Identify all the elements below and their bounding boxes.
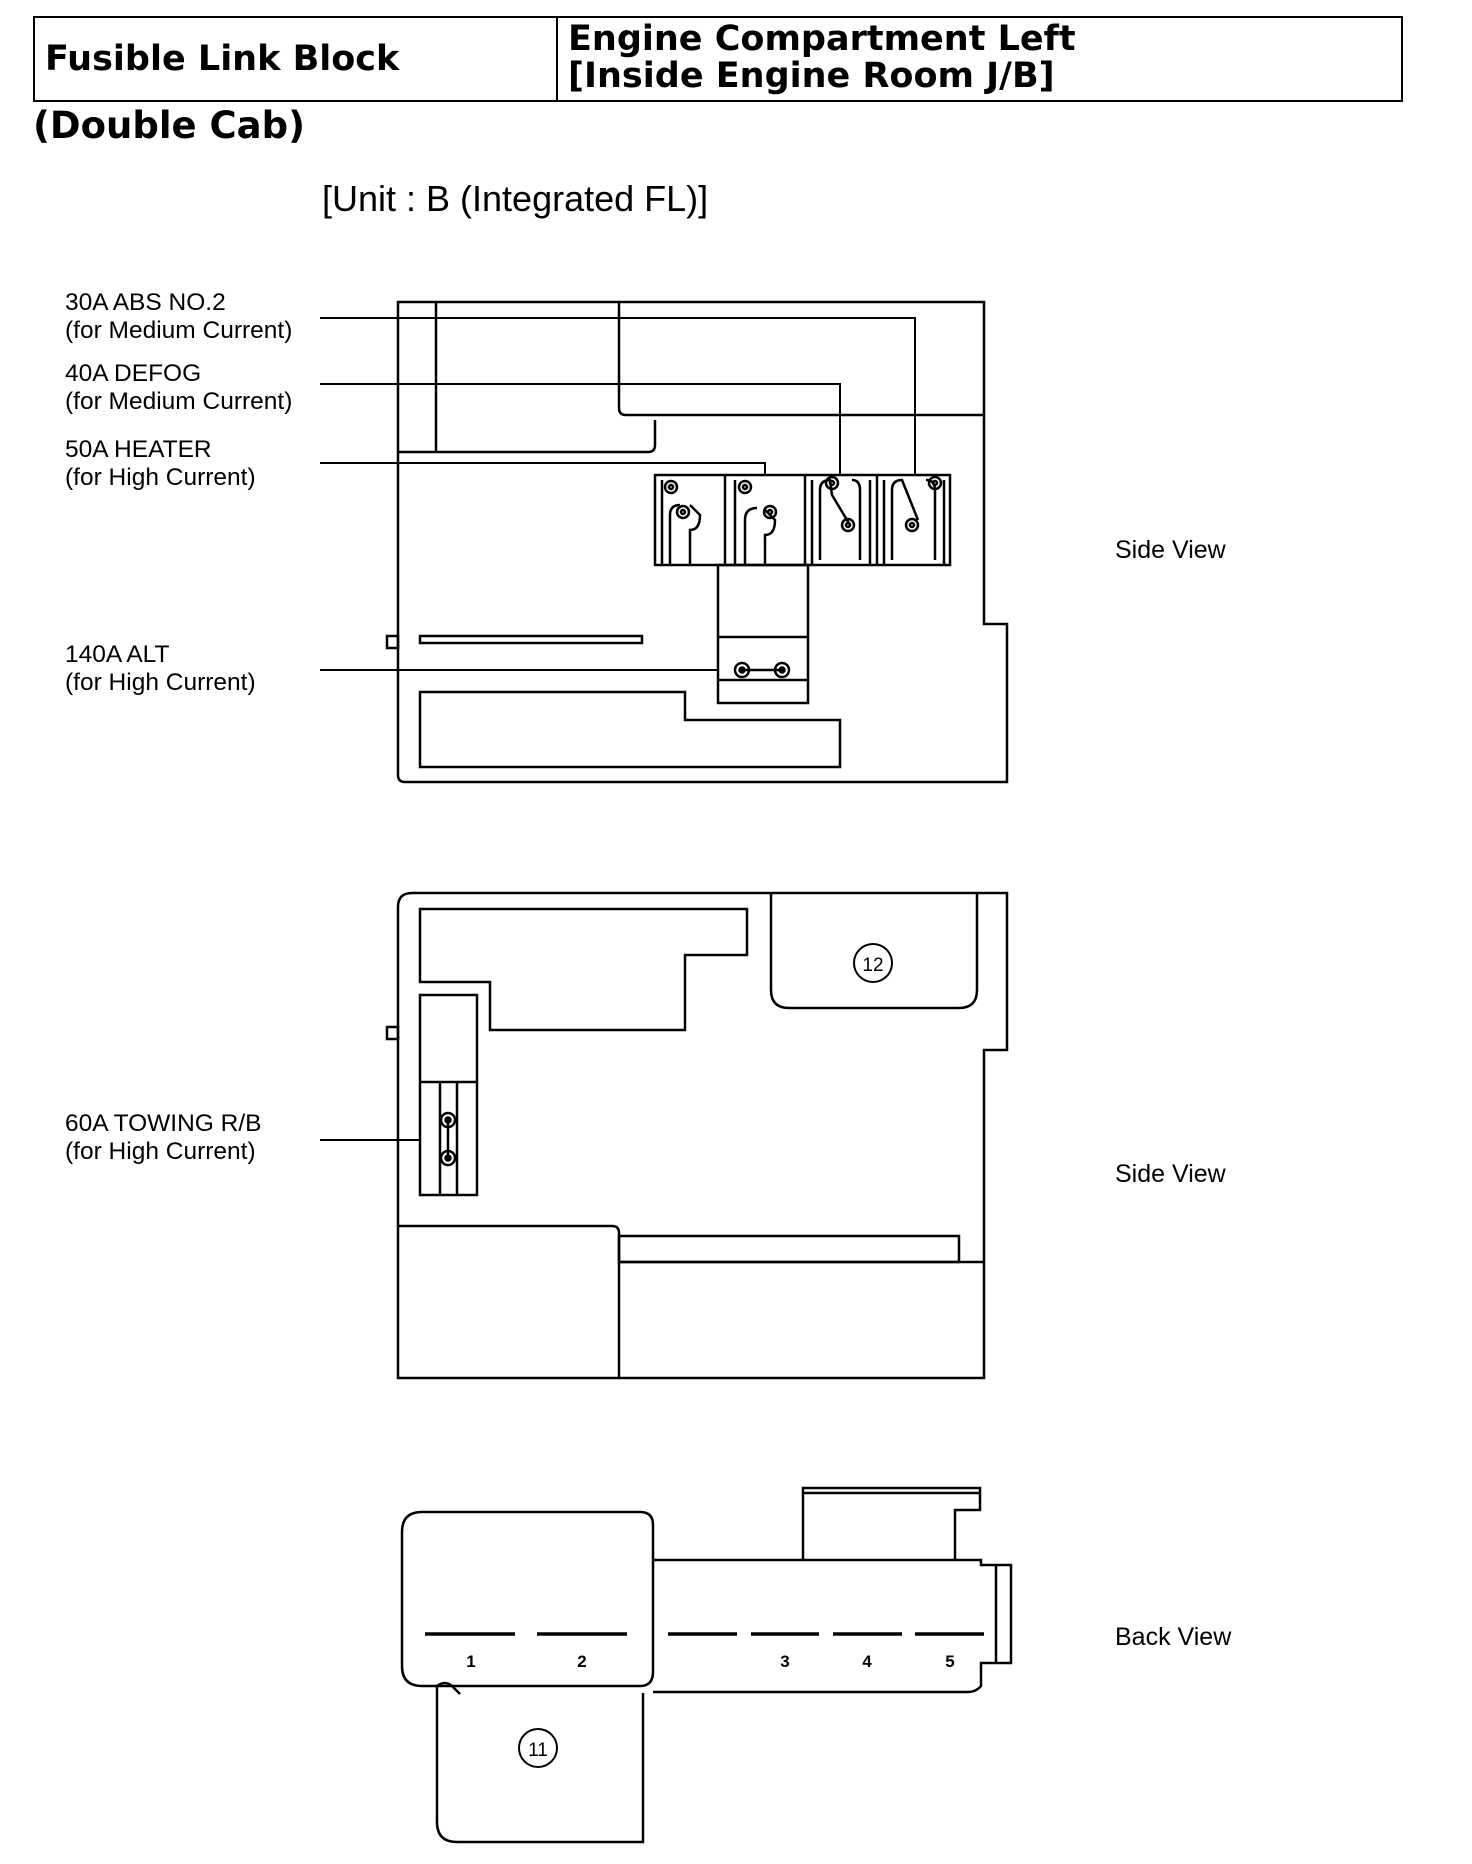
label-defog-name: 40A DEFOG — [65, 360, 202, 387]
label-towing-name: 60A TOWING R/B — [65, 1110, 262, 1137]
side-view-2-housing — [387, 893, 1007, 1378]
header-right-line1: Engine Compartment Left — [568, 19, 1076, 59]
leader-lines-side-1 — [320, 318, 915, 670]
pin-number-4: 4 — [862, 1652, 872, 1671]
alt-fuse — [718, 565, 808, 703]
pin-number-5: 5 — [945, 1652, 955, 1671]
label-abs-note: (for Medium Current) — [65, 317, 293, 344]
label-alt-name: 140A ALT — [65, 641, 170, 668]
back-view-housing — [402, 1488, 1011, 1842]
connector-12-number: 12 — [862, 955, 884, 976]
label-heater-note: (for High Current) — [65, 464, 256, 491]
connector-11-marker — [519, 1729, 557, 1767]
connector-12-marker — [854, 944, 892, 982]
pin-numbers — [466, 1652, 954, 1671]
pin-number-1: 1 — [466, 1652, 476, 1671]
view-label-side-2: Side View — [1115, 1160, 1226, 1188]
label-alt-note: (for High Current) — [65, 669, 256, 696]
pin-number-2: 2 — [577, 1652, 587, 1671]
view-label-side-1: Side View — [1115, 536, 1226, 564]
label-abs-name: 30A ABS NO.2 — [65, 289, 226, 316]
label-heater-name: 50A HEATER — [65, 436, 212, 463]
subtitle: (Double Cab) — [33, 104, 306, 147]
unit-label: [Unit : B (Integrated FL)] — [322, 178, 709, 219]
connector-11-number: 11 — [528, 1740, 548, 1761]
view-label-back: Back View — [1115, 1623, 1232, 1651]
fuse-bank — [655, 475, 950, 565]
label-towing-note: (for High Current) — [65, 1138, 256, 1165]
towing-fuse — [420, 995, 477, 1195]
header-left-title: Fusible Link Block — [35, 18, 558, 100]
pin-number-3: 3 — [780, 1652, 790, 1671]
label-defog-note: (for Medium Current) — [65, 388, 293, 415]
header-right-line2: [Inside Engine Room J/B] — [568, 56, 1055, 96]
